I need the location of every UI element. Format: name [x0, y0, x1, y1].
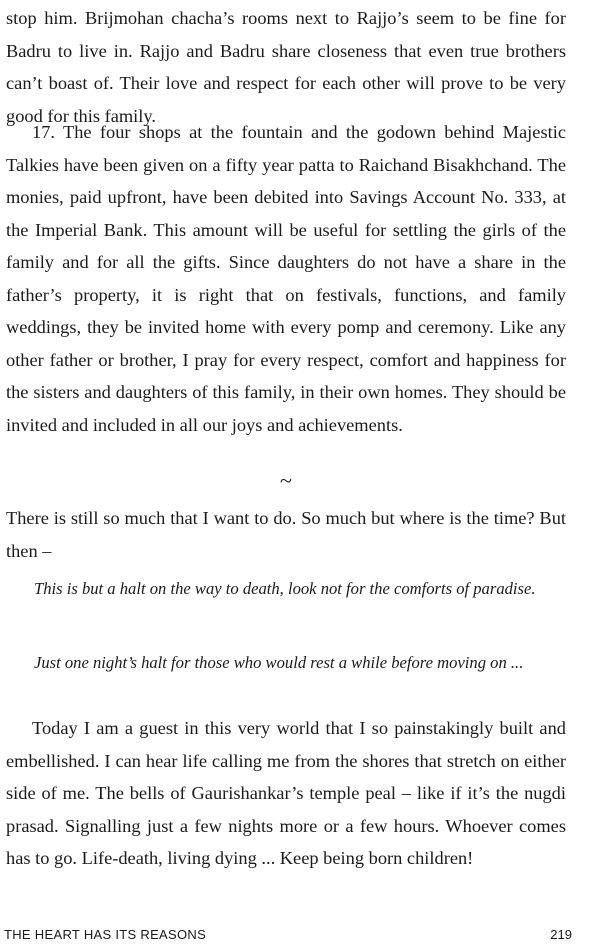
page-number: 219 [550, 927, 572, 942]
paragraph-continuation: stop him. Brijmohan chacha’s rooms next to Rajjo’s seem to be fine for Badru to live in. Rajjo and Badru share closeness that even true brothers can’t boast of. Their love and respect for each other will prove to be very good for this family. [6, 8, 566, 126]
paragraph-still-so-much: There is still so much that I want to do. So much but where is the time? But then – [6, 508, 566, 561]
section-divider: ~ [280, 468, 292, 493]
verse-quote-2: Just one night’s halt for those who would rest a while before moving on ... [34, 653, 524, 672]
paragraph-item-17: 17. The four shops at the fountain and the godown behind Majestic Talkies have been given on a fifty year patta to Raichand Bisakhchand. The monies, paid upfront, have been debited into Savings Account No. 333, at the Imperial Bank. This amount will be useful for settling the girls of the family and for all the gifts. Since daughters do not have a share in the father’s property, it is right that on festivals, functions, and family weddings, they be invited home with every pomp and ceremony. Like any other father or brother, I pray for every respect, comfort and happiness for the sisters and daughters of this family, in their own homes. They should be invited and included in all our joys and achievements. [6, 122, 566, 435]
verse-quote-1: This is but a halt on the way to death, look not for the comforts of paradise. [34, 579, 536, 598]
running-footer-title: THE HEART HAS ITS REASONS [4, 927, 207, 942]
paragraph-today-guest: Today I am a guest in this very world that I so painstakingly built and embellished. I can hear life calling me from the shores that stretch on either side of me. The bells of Gaurishankar’s temple peal – like if it’s the nugdi prasad. Signalling just a few nights more or a few hours. Whoever comes has to go. Life-death, living dying ... Keep being born children! [6, 718, 566, 868]
